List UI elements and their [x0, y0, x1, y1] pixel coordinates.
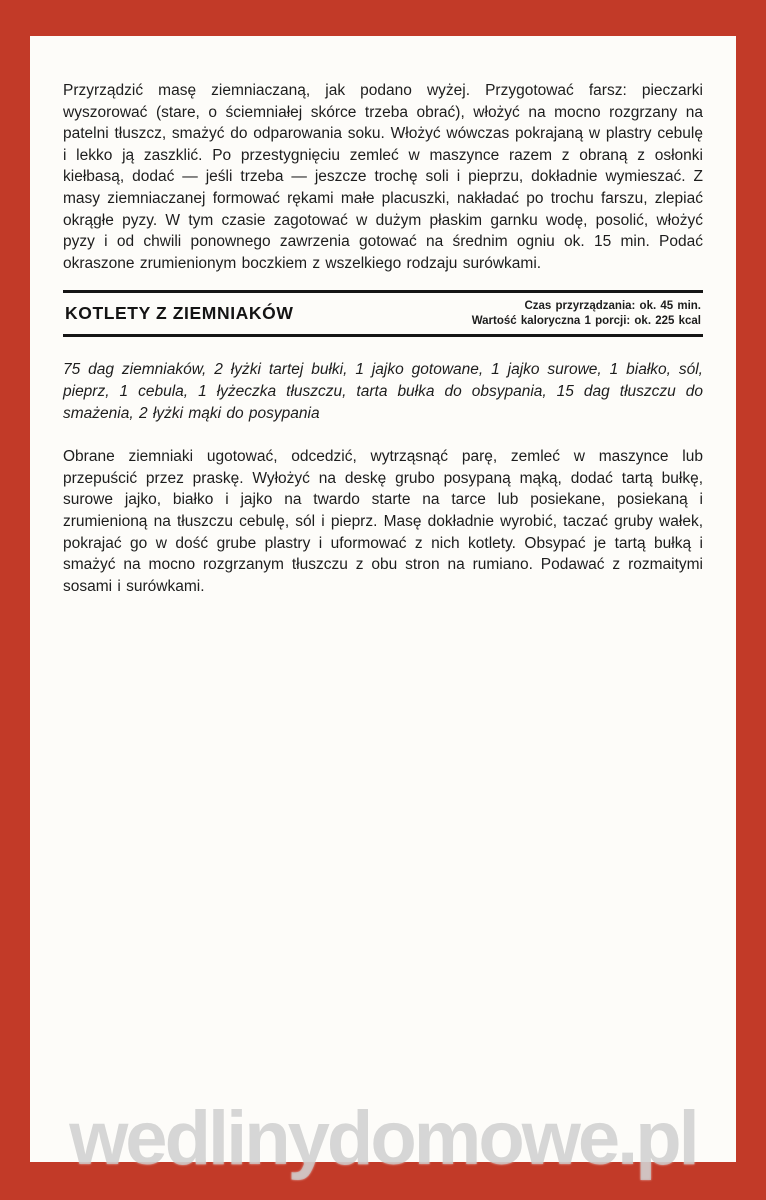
watermark: wedlinydomowe.pl — [69, 1096, 697, 1181]
recipe-meta-time: Czas przyrządzania: ok. 45 min. — [524, 300, 701, 313]
recipe-header — [63, 290, 703, 337]
page-content — [30, 36, 736, 597]
intro-paragraph: Przyrządzić masę ziemniaczaną, jak podano wyżej. Przygotować farsz: pieczarki wyszorować (stare, o ściemniałej skórce trzeba obrać), włożyć na mocno rozgrzany na patelni tłuszcz, smażyć do odparowania soku. Włożyć wówczas pokrajaną w plastry cebulę i lekko ją zaszklić. Po przestygnięciu zemleć w maszynce razem z obraną z osłonki kiełbasą, dodać — jeśli trzeba — jeszcze trochę soli i pieprzu, dokładnie wymieszać. Z masy ziemniaczanej formować rękami małe placuszki, nakładać po trochu farszu, zlepiać okrągłe pyzy. W tym czasie zagotować w dużym płaskim garnku wodę, posolić, włożyć pyzy i od chwili ponownego zawrzenia gotować na średnim ogniu ok. 15 min. Podać okraszone zrumienionym boczkiem z wszelkiego rodzaju surówkami. — [63, 82, 703, 272]
recipe-meta — [472, 299, 701, 328]
recipe-meta-calories: Wartość kaloryczna 1 porcji: ok. 225 kcal — [471, 314, 701, 327]
ingredients-paragraph: 75 dag ziemniaków, 2 łyżki tartej bułki, 1 jajko gotowane, 1 jajko surowe, 1 białko, sól, pieprz, 1 cebula, 1 łyżeczka tłuszczu, tarta bułka do obsypania, 15 dag tłuszczu do smażenia, 2 łyżki mąki do posypania — [63, 361, 703, 422]
instructions-paragraph: Obrane ziemniaki ugotować, odcedzić, wytrząsnąć parę, zemleć w maszynce lub przepuścić przez praskę. Wyłożyć na deskę grubo posypaną mąką, dodać tartą bułkę, surowe jajko, białko i jajko na twardo starte na tarce lub posiekane, posiekaną i zrumienioną na tłuszczu cebulę, sól i pieprz. Masę dokładnie wyrobić, taczać gruby wałek, pokrajać go w dość grube plastry i uformować z nich kotlety. Obsypać je tartą bułką i smażyć na mocno rozgrzanym tłuszczu z obu stron na rumiano. Podawać z rozmaitymi sosami i surówkami. — [63, 448, 703, 595]
scanned-page — [30, 36, 736, 1162]
recipe-title: KOTLETY Z ZIEMNIAKÓW — [65, 303, 294, 324]
